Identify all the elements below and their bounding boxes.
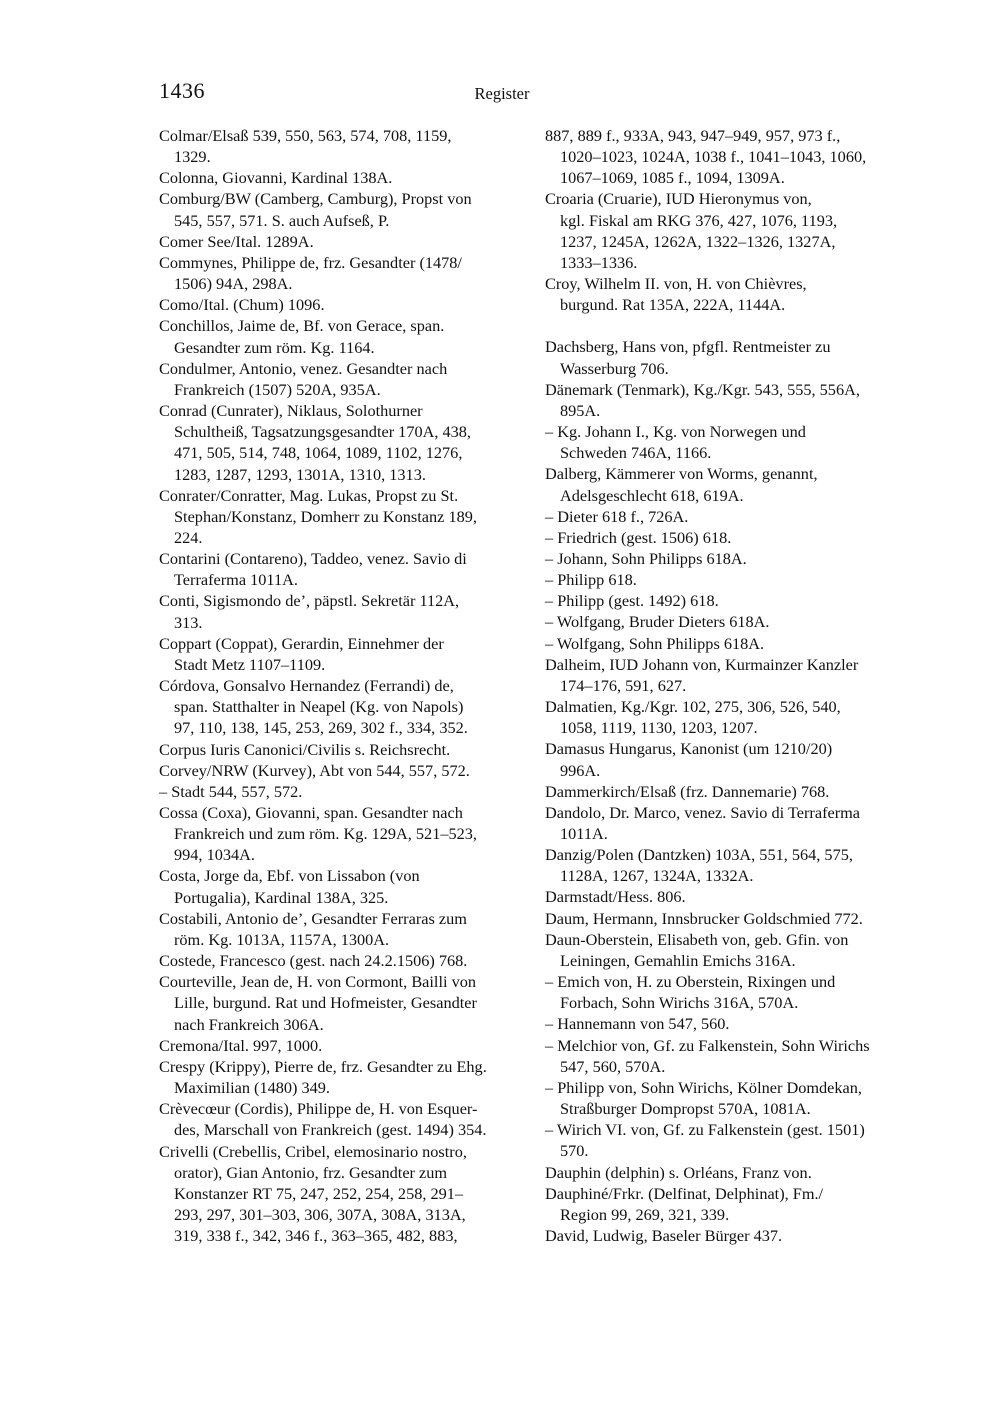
- index-entry: Como/Ital. (Chum) 1096.: [159, 295, 325, 315]
- index-entry: Conchillos, Jaime de, Bf. von Gerace, span. Gesandter zum röm. Kg. 1164.: [159, 316, 445, 357]
- index-entry: Corvey/NRW (Kurvey), Abt von 544, 557, 572.: [159, 760, 470, 780]
- index-entry: Dauphiné/Frkr. (Delfinat, Delphinat), Fm./ Region 99, 269, 321, 339.: [545, 1183, 824, 1224]
- page-number: 1436: [159, 78, 205, 103]
- index-entry: Dauphin (delphin) s. Orléans, Franz von.: [545, 1162, 812, 1182]
- index-entry: – Wirich VI. von, Gf. zu Falkenstein (gest. 1501) 570.: [545, 1120, 865, 1161]
- index-entry: Crèvecœur (Cordis), Philippe de, H. von Esquer- des, Marschall von Frankreich (gest. 1494) 354.: [159, 1099, 487, 1140]
- index-entry: Cremona/Ital. 997, 1000.: [159, 1035, 323, 1055]
- index-entry: Costa, Jorge da, Ebf. von Lissabon (von Portugalia), Kardinal 138A, 325.: [159, 866, 420, 907]
- index-entry: Daum, Hermann, Innsbrucker Goldschmied 772.: [545, 908, 863, 928]
- index-entry: – Dieter 618 f., 726A.: [545, 506, 689, 526]
- index-entry: Damasus Hungarus, Kanonist (um 1210/20) 996A.: [545, 739, 833, 780]
- index-entry: Dalberg, Kämmerer von Worms, genannt, Adelsgeschlecht 618, 619A.: [545, 464, 818, 505]
- index-entry: David, Ludwig, Baseler Bürger 437.: [545, 1225, 783, 1245]
- index-entry: Colonna, Giovanni, Kardinal 138A.: [159, 168, 393, 188]
- running-head: Register: [474, 84, 530, 103]
- index-column-right: [545, 125, 913, 1246]
- index-entry: Colmar/Elsaß 539, 550, 563, 574, 708, 1159, 1329.: [159, 126, 452, 167]
- index-entry: – Philipp 618.: [545, 570, 637, 590]
- index-entry: Dachsberg, Hans von, pfgfl. Rentmeister zu Wasserburg 706.: [545, 337, 831, 378]
- index-entry: Condulmer, Antonio, venez. Gesandter nach Frankreich (1507) 520A, 935A.: [159, 358, 448, 399]
- index-entry: – Wolfgang, Sohn Philipps 618A.: [545, 633, 765, 653]
- index-entry: Dandolo, Dr. Marco, venez. Savio di Terraferma 1011A.: [545, 802, 861, 843]
- index-entry: Daun-Oberstein, Elisabeth von, geb. Gfin. von Leiningen, Gemahlin Emichs 316A.: [545, 929, 849, 970]
- index-entry: – Hannemann von 547, 560.: [545, 1014, 730, 1034]
- index-entry: Courteville, Jean de, H. von Cormont, Bailli von Lille, burgund. Rat und Hofmeister, Gesandter nach Frankreich 306A.: [159, 972, 477, 1034]
- index-entry: Costede, Francesco (gest. nach 24.2.1506) 768.: [159, 951, 468, 971]
- index-entry: Dammerkirch/Elsaß (frz. Dannemarie) 768.: [545, 781, 830, 801]
- section-gap: [545, 315, 913, 336]
- index-entry: Comer See/Ital. 1289A.: [159, 231, 314, 251]
- index-entry: 887, 889 f., 933A, 943, 947–949, 957, 973 f., 1020–1023, 1024A, 1038 f., 1041–1043, 1060, 1067–1069, 1085 f., 1094, 1309A.: [545, 126, 867, 188]
- index-entry: Coppart (Coppat), Gerardin, Einnehmer der Stadt Metz 1107–1109.: [159, 633, 444, 674]
- index-entry: – Melchior von, Gf. zu Falkenstein, Sohn Wirichs 547, 560, 570A.: [545, 1035, 870, 1076]
- index-entry: Crespy (Krippy), Pierre de, frz. Gesandter zu Ehg. Maximilian (1480) 349.: [159, 1056, 487, 1098]
- index-entry: Commynes, Philippe de, frz. Gesandter (1478/ 1506) 94A, 298A.: [159, 252, 462, 294]
- index-entry: – Emich von, H. zu Oberstein, Rixingen und Forbach, Sohn Wirichs 316A, 570A.: [545, 972, 836, 1013]
- index-entry: Crivelli (Crebellis, Cribel, elemosinario nostro, orator), Gian Antonio, frz. Gesandter zum Konstanzer RT 75, 247, 252, 254, 258, 291– 293, 297, 301–303, 306, 307A, 308A, 313A, 319, 338 f., 342, 346 f., 363–365, 482, 883,: [159, 1141, 467, 1246]
- index-entry: Darmstadt/Hess. 806.: [545, 887, 686, 907]
- index-entry: – Kg. Johann I., Kg. von Norwegen und Schweden 746A, 1166.: [545, 422, 806, 463]
- index-entry: – Stadt 544, 557, 572.: [159, 781, 303, 801]
- index-entry: Cossa (Coxa), Giovanni, span. Gesandter nach Frankreich und zum röm. Kg. 129A, 521–523, 994, 1034A.: [159, 803, 477, 865]
- index-entry: Dänemark (Tenmark), Kg./Kgr. 543, 555, 556A, 895A.: [545, 379, 860, 420]
- index-entry: Costabili, Antonio de’, Gesandter Ferraras zum röm. Kg. 1013A, 1157A, 1300A.: [159, 908, 467, 949]
- index-entry: – Johann, Sohn Philipps 618A.: [545, 548, 747, 568]
- index-entry: Corpus Iuris Canonici/Civilis s. Reichsrecht.: [159, 739, 451, 759]
- index-entry: Croy, Wilhelm II. von, H. von Chièvres, burgund. Rat 135A, 222A, 1144A.: [545, 274, 807, 315]
- index-entry: Conti, Sigismondo de’, päpstl. Sekretär 112A, 313.: [159, 591, 460, 632]
- index-entry: Comburg/BW (Camberg, Camburg), Propst von 545, 557, 571. S. auch Aufseß, P.: [159, 189, 472, 230]
- index-entry: Dalheim, IUD Johann von, Kurmainzer Kanzler 174–176, 591, 627.: [545, 654, 859, 695]
- index-entry: Conrater/Conratter, Mag. Lukas, Propst zu St. Stephan/Konstanz, Domherr zu Konstanz 189, 224.: [159, 485, 477, 547]
- index-entry: Contarini (Contareno), Taddeo, venez. Savio di Terraferma 1011A.: [159, 549, 467, 590]
- index-entry: Croaria (Cruarie), IUD Hieronymus von, kgl. Fiskal am RKG 376, 427, 1076, 1193, 1237, 1245A, 1262A, 1322–1326, 1327A, 1333–1336.: [545, 189, 838, 272]
- index-entry: – Philipp von, Sohn Wirichs, Kölner Domdekan, Straßburger Dompropst 570A, 1081A.: [545, 1077, 862, 1119]
- index-entry: – Friedrich (gest. 1506) 618.: [545, 527, 732, 547]
- index-entry: Dalmatien, Kg./Kgr. 102, 275, 306, 526, 540, 1058, 1119, 1130, 1203, 1207.: [545, 697, 841, 738]
- index-entry: – Philipp (gest. 1492) 618.: [545, 591, 719, 611]
- index-entry: Córdova, Gonsalvo Hernandez (Ferrandi) de, span. Statthalter in Neapel (Kg. von Napols) 97, 110, 138, 145, 253, 269, 302 f., 334, 352.: [159, 676, 468, 738]
- index-entry: Danzig/Polen (Dantzken) 103A, 551, 564, 575, 1128A, 1267, 1324A, 1332A.: [545, 845, 853, 886]
- index-column-left: [159, 125, 527, 1246]
- index-entry: – Wolfgang, Bruder Dieters 618A.: [545, 612, 770, 632]
- index-entry: Conrad (Cunrater), Niklaus, Solothurner Schultheiß, Tagsatzungsgesandter 170A, 438, 471, 505, 514, 748, 1064, 1089, 1102, 1276, 1283, 1287, 1293, 1301A, 1310, 1313.: [159, 401, 471, 484]
